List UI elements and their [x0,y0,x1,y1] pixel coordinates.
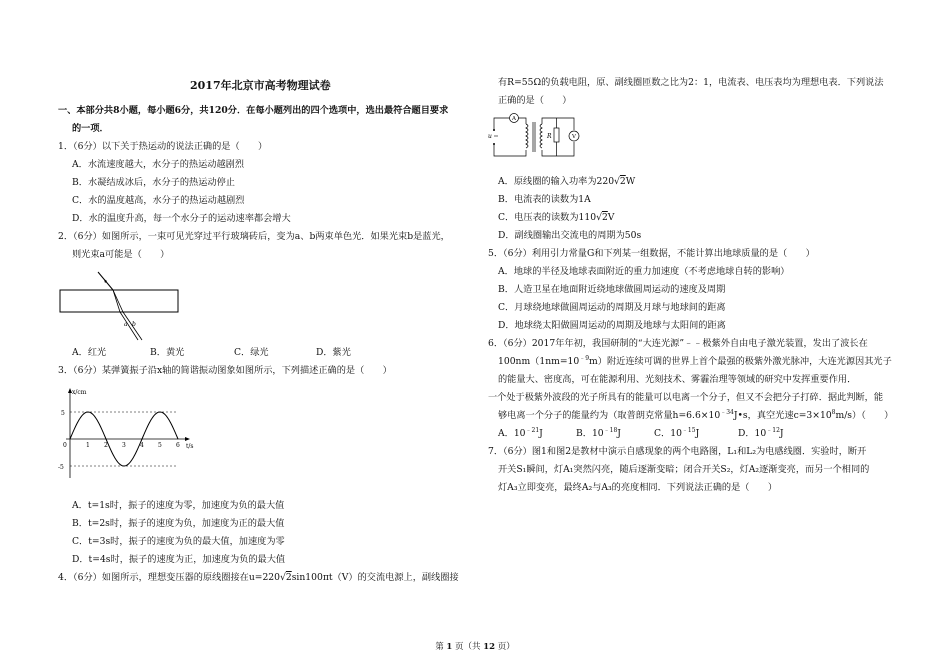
q4-stem-line3: 正确的是（ ） [498,95,572,106]
page-footer [0,640,950,652]
primary-coil-icon [526,124,528,148]
x-axis-label: t/s [186,443,194,450]
origin-label: 0 [63,442,67,449]
q6-option-a [498,428,543,440]
q5-option-a: A．地球的半径及地球表面附近的重力加速度（不考虑地球自转的影响） [498,266,790,277]
q2-stem-line2: 则光束a可能是（ ） [72,249,170,260]
q6-exponent-c: 8 [831,408,836,416]
q6-stem-line1: 6．（6分）2017年年初，我国研制的“大连光源”﹣﹣极紫外自由电子激光装置，发出了波长在 [488,338,868,349]
refracted-ray-b [113,290,123,312]
q6-stem-line4: 一个处于极紫外波段的光子所具有的能量可以电离一个分子，但又不会把分子打碎．据此判断，能 [488,392,884,403]
x-tick-6: 6 [176,442,180,449]
footer-suffix: 页） [497,642,515,652]
q4-stem-line1 [58,572,459,584]
q6-option-b-base: B．10 [576,428,604,439]
q4-option-d: D．副线圈输出交流电的周期为50s [498,230,642,241]
q4-transformer-figure [488,110,588,162]
x-tick-1: 1 [86,442,90,449]
sqrt-icon: √ [614,176,620,187]
q5-option-c: C．月球绕地球做圆周运动的周期及月球与地球间的距离 [498,302,726,313]
q6-stem-line5-c: m/s）（ ） [835,410,894,421]
resistor-label: R [547,133,552,140]
y-tick-neg: -5 [58,464,64,471]
q4-option-a-unit: W [625,176,636,187]
q6-option-b [576,428,621,440]
q6-option-c-unit: J [695,428,700,439]
q6-stem-line5 [498,410,893,422]
resistor-icon [554,128,559,142]
q4-option-c-unit: V [607,212,615,223]
q5-stem: 5．（6分）利用引力常量G和下列某一组数据，不能计算出地球质量的是（ ） [488,248,815,259]
refracted-ray-a [113,290,120,312]
x-tick-3: 3 [122,442,126,449]
q1-option-a: A．水流速度越大，水分子的热运动越剧烈 [72,159,245,170]
sqrt-icon: √ [596,212,602,223]
q4-option-b: B．电流表的读数为1A [498,194,591,205]
x-tick-4: 4 [140,442,144,449]
q5-option-d: D．地球绕太阳做圆周运动的周期及地球与太阳间的距离 [498,320,726,331]
q3-oscillation-graph [58,382,208,482]
q6-option-a-base: A．10 [498,428,526,439]
q1-option-d: D．水的温度升高，每一个水分子的运动速率都会增大 [72,213,291,224]
q3-stem: 3．（6分）某弹簧振子沿x轴的简谐振动图象如图所示，下列描述正确的是（ ） [58,365,392,376]
q6-option-a-unit: J [539,428,543,439]
q4-option-a-sqrt: 2 [619,176,626,187]
footer-prefix: 第 [435,642,444,652]
x-tick-2: 2 [104,442,108,449]
q4-stem-line2: 有R=55Ω的负载电阻，原、副线圈匝数之比为2：1，电流表、电压表均为理想电表．下列说法 [498,77,884,88]
q2-option-d: D．紫光 [316,347,351,358]
q6-exponent: ﹣9 [579,354,590,362]
q6-option-c [654,428,699,440]
footer-total-pages: 12 [483,642,496,652]
q6-option-d-unit: J [779,428,784,439]
page-title: 2017年北京市高考物理试卷 [190,79,331,92]
footer-page-number: 1 [446,642,453,652]
sqrt-icon: √ [280,572,286,583]
q3-option-d: D．t=4s时，振子的速度为正，加速度为负的最大值 [72,554,286,565]
q3-option-a: A．t=1s时，振子的速度为零，加速度为负的最大值 [72,500,285,511]
q4-stem-sqrt: 2 [285,572,292,583]
q7-stem-line1: 7．（6分）图1和图2是教材中演示自感现象的两个电路图，L₁和L₂为电感线圈．实验时，断开 [488,446,867,457]
q2-stem-line1: 2．（6分）如图所示，一束可见光穿过平行玻璃砖后，变为a、b两束单色光．如果光束b是蓝光， [58,231,450,242]
q4-option-a-part: A．原线圈的输入功率为220 [498,176,615,187]
q6-option-d-exp: ﹣12 [766,426,780,434]
ammeter-label: A [512,116,516,122]
y-axis-label: x/cm [72,389,87,396]
q2-option-a: A．红光 [72,347,107,358]
y-tick-pos: 5 [61,410,65,417]
q7-stem-line2: 开关S₁瞬间，灯A₁突然闪亮，随后逐渐变暗；闭合开关S₂，灯A₂逐渐变亮，而另一个相同的 [498,464,870,475]
q4-option-c [498,212,614,224]
q4-stem-part-b: sin100πt（V）的交流电源上，副线圈接 [291,572,459,583]
q6-option-d [738,428,784,440]
q2-option-c: C．绿光 [234,347,269,358]
q1-option-b: B．水凝结成冰后，水分子的热运动停止 [72,177,235,188]
secondary-coil-icon [540,124,542,148]
q5-option-b: B．人造卫星在地面附近绕地球做圆周运动的速度及周期 [498,284,726,295]
q6-stem-line2-b: m）附近连续可调的世界上首个最强的极紫外激光脉冲，大连光源因其光子 [589,356,892,367]
ray-label-b: b [132,321,136,328]
q6-stem-line5-b: J•s，真空光速c=3×10 [733,410,832,421]
q6-exponent-h: ﹣34 [720,408,734,416]
q4-stem-part-a: 4．（6分）如图所示，理想变压器的原线圈接在u=220 [58,572,280,583]
q6-option-b-unit: J [617,428,621,439]
source-label: u [488,133,492,140]
section-heading-line2: 的一项． [72,123,109,134]
q2-option-b: B．黄光 [150,347,185,358]
q4-option-a [498,176,635,188]
q6-option-a-exp: ﹣21 [525,426,540,434]
q3-option-b: B．t=2s时，振子的速度为负，加速度为正的最大值 [72,518,285,529]
q6-option-d-base: D．10 [738,428,767,439]
q6-stem-line5-a: 够电离一个分子的能量约为（取普朗克常量h=6.6×10 [498,410,721,421]
x-tick-5: 5 [158,442,162,449]
q3-option-c: C．t=3s时，振子的速度为负的最大值，加速度为零 [72,536,285,547]
section-heading-line1: 一、本部分共8小题，每小题6分，共120分．在每小题列出的四个选项中，选出最符合题目要求 [58,105,449,116]
q6-option-c-exp: ﹣15 [681,426,696,434]
q6-stem-line2-a: 100nm（1nm=10 [498,356,580,367]
q6-option-c-base: C．10 [654,428,682,439]
q2-glass-brick-figure [58,268,188,344]
q1-option-c: C．水的温度越高，水分子的热运动越剧烈 [72,195,245,206]
q1-stem: 1．（6分）以下关于热运动的说法正确的是（ ） [58,141,268,152]
q6-option-b-exp: ﹣18 [603,426,618,434]
q4-option-c-part: C．电压表的读数为110 [498,212,597,223]
x-axis-arrow-icon [185,437,190,441]
q6-stem-line2 [498,356,892,368]
q4-option-c-sqrt: 2 [601,212,608,223]
q7-stem-line3: 灯A₃立即变亮，最终A₂与A₃的亮度相同．下列说法正确的是（ ） [498,482,778,493]
voltmeter-label: V [572,134,576,140]
q6-stem-line3: 的能量大、密度高，可在能源利用、光刻技术、雾霾治理等领域的研究中发挥重要作用． [498,374,857,385]
ray-label-a: a [124,321,128,328]
footer-middle: 页（共 [455,642,481,652]
